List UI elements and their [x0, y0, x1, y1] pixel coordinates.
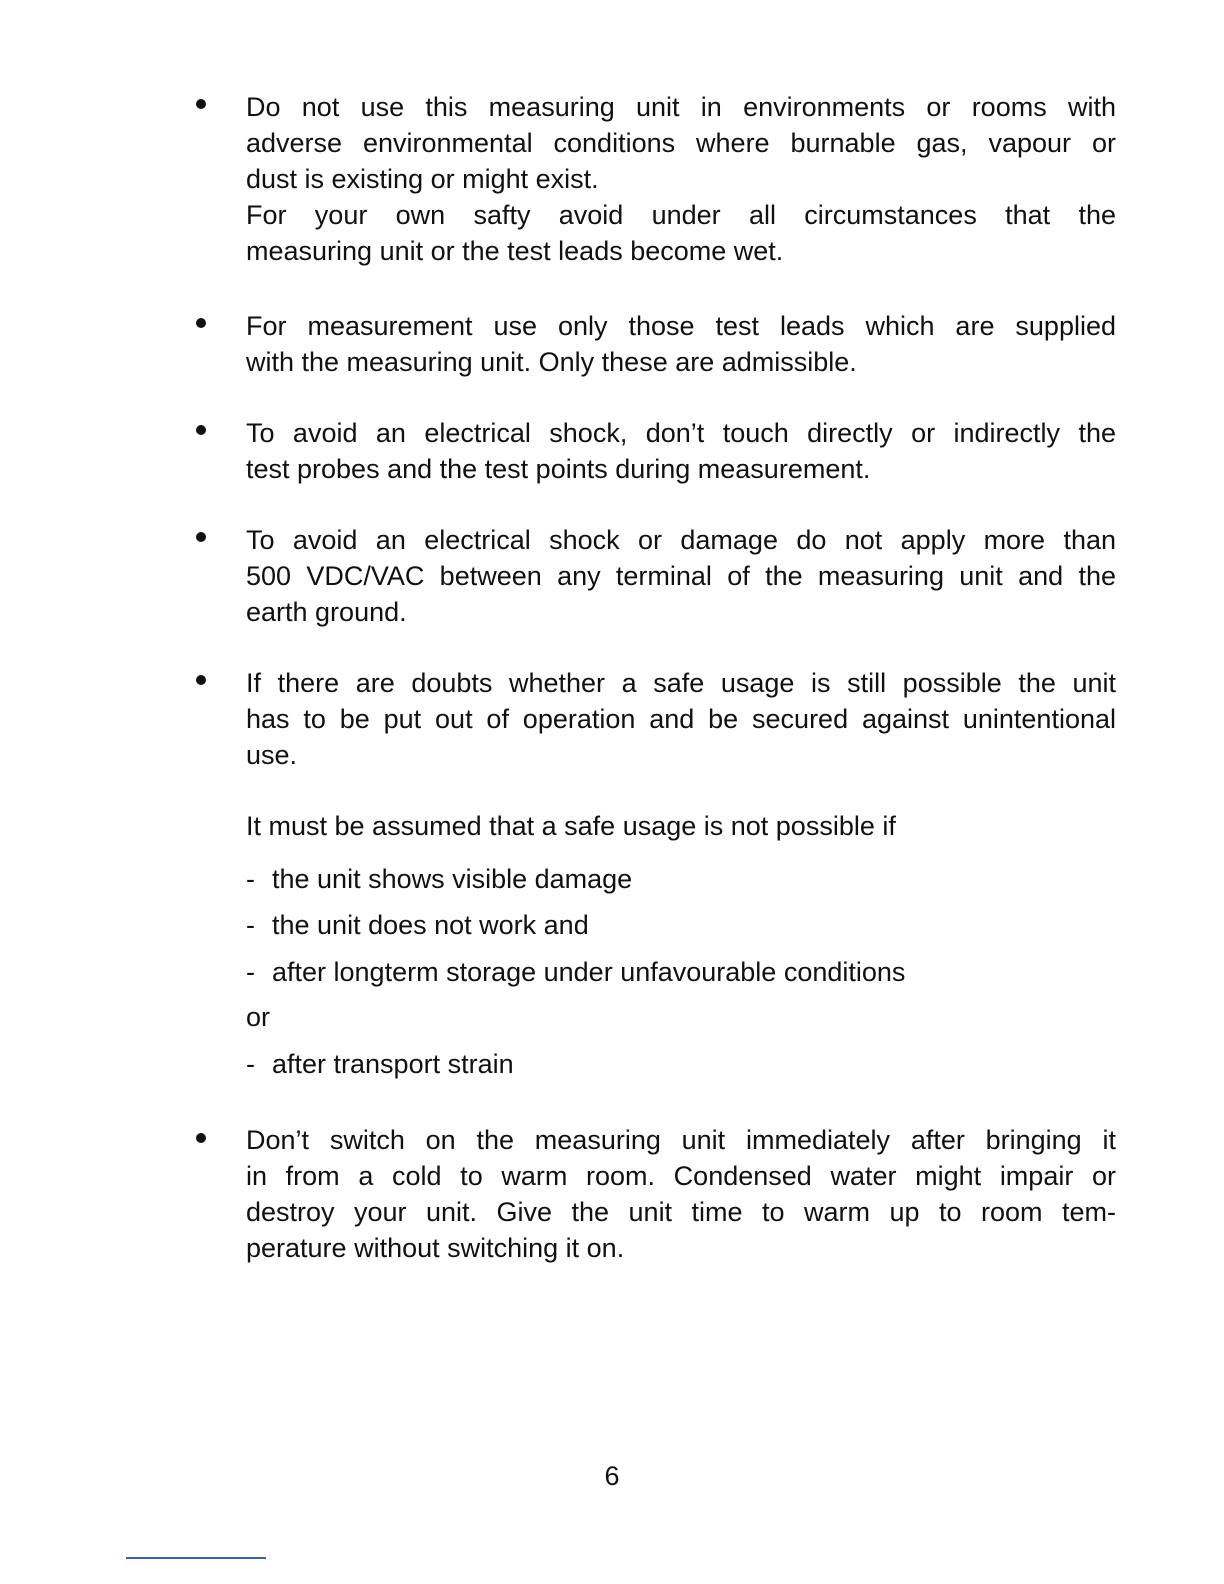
dash-marker: -: [246, 1049, 255, 1079]
paragraph-line: in from a cold to warm room. Condensed water might impair or: [246, 1161, 1116, 1191]
paragraph-line: For measurement use only those test leads which are supplied: [246, 311, 1116, 341]
paragraph-line: use.: [246, 740, 298, 770]
paragraph-line: Do not use this measuring unit in environments or rooms with: [246, 92, 1116, 122]
bullet-dot: [196, 425, 206, 435]
safety-paragraph-1: [246, 89, 1116, 269]
dash-marker: -: [246, 864, 255, 894]
paragraph-line: 500 VDC/VAC between any terminal of the measuring unit and the: [246, 561, 1116, 591]
paragraph-line: If there are doubts whether a safe usage is still possible the unit: [246, 668, 1116, 698]
paragraph-line: perature without switching it on.: [246, 1233, 625, 1263]
paragraph-line: To avoid an electrical shock, don’t touch directly or indirectly the: [246, 418, 1116, 448]
paragraph-line: For your own safty avoid under all circumstances that the: [246, 200, 1116, 230]
paragraph-line: has to be put out of operation and be secured against unintentional: [246, 704, 1116, 734]
condition-item: [246, 861, 632, 897]
bullet-dot: [196, 99, 206, 109]
dash-marker: -: [246, 957, 255, 987]
condition-text: the unit does not work and: [272, 910, 589, 940]
dash-marker: -: [246, 910, 255, 940]
bullet-dot: [196, 1133, 206, 1143]
bullet-dot: [196, 318, 206, 328]
paragraph-line: measuring unit or the test leads become wet.: [246, 236, 784, 266]
paragraph-line: with the measuring unit. Only these are admissible.: [246, 347, 857, 377]
safety-paragraph-4: [246, 522, 1116, 630]
condition-item: [246, 1046, 514, 1082]
paragraph-line: adverse environmental conditions where burnable gas, vapour or: [246, 128, 1116, 158]
safety-paragraph-6: [246, 1122, 1116, 1266]
or-connector: or: [246, 1002, 271, 1032]
safety-paragraph-3: [246, 415, 1116, 487]
condition-text: after transport strain: [272, 1049, 514, 1079]
condition-item: [246, 907, 589, 943]
paragraph-line: To avoid an electrical shock or damage do not apply more than: [246, 525, 1116, 555]
condition-text: the unit shows visible damage: [272, 864, 633, 894]
footer-rule: [126, 1557, 266, 1559]
conditions-intro: It must be assumed that a safe usage is not possible if: [246, 811, 896, 841]
page-number: 6: [604, 1461, 620, 1491]
condition-item: [246, 954, 905, 990]
paragraph-line: test probes and the test points during measurement.: [246, 454, 871, 484]
bullet-dot: [196, 532, 206, 542]
paragraph-line: Don’t switch on the measuring unit immediately after bringing it: [246, 1125, 1116, 1155]
paragraph-line: dust is existing or might exist.: [246, 164, 599, 194]
condition-text: after longterm storage under unfavourable conditions: [272, 957, 906, 987]
paragraph-line: earth ground.: [246, 597, 407, 627]
bullet-dot: [196, 675, 206, 685]
safety-paragraph-5: [246, 665, 1116, 773]
paragraph-line: destroy your unit. Give the unit time to warm up to room tem-: [246, 1197, 1116, 1227]
safety-paragraph-2: [246, 308, 1116, 380]
